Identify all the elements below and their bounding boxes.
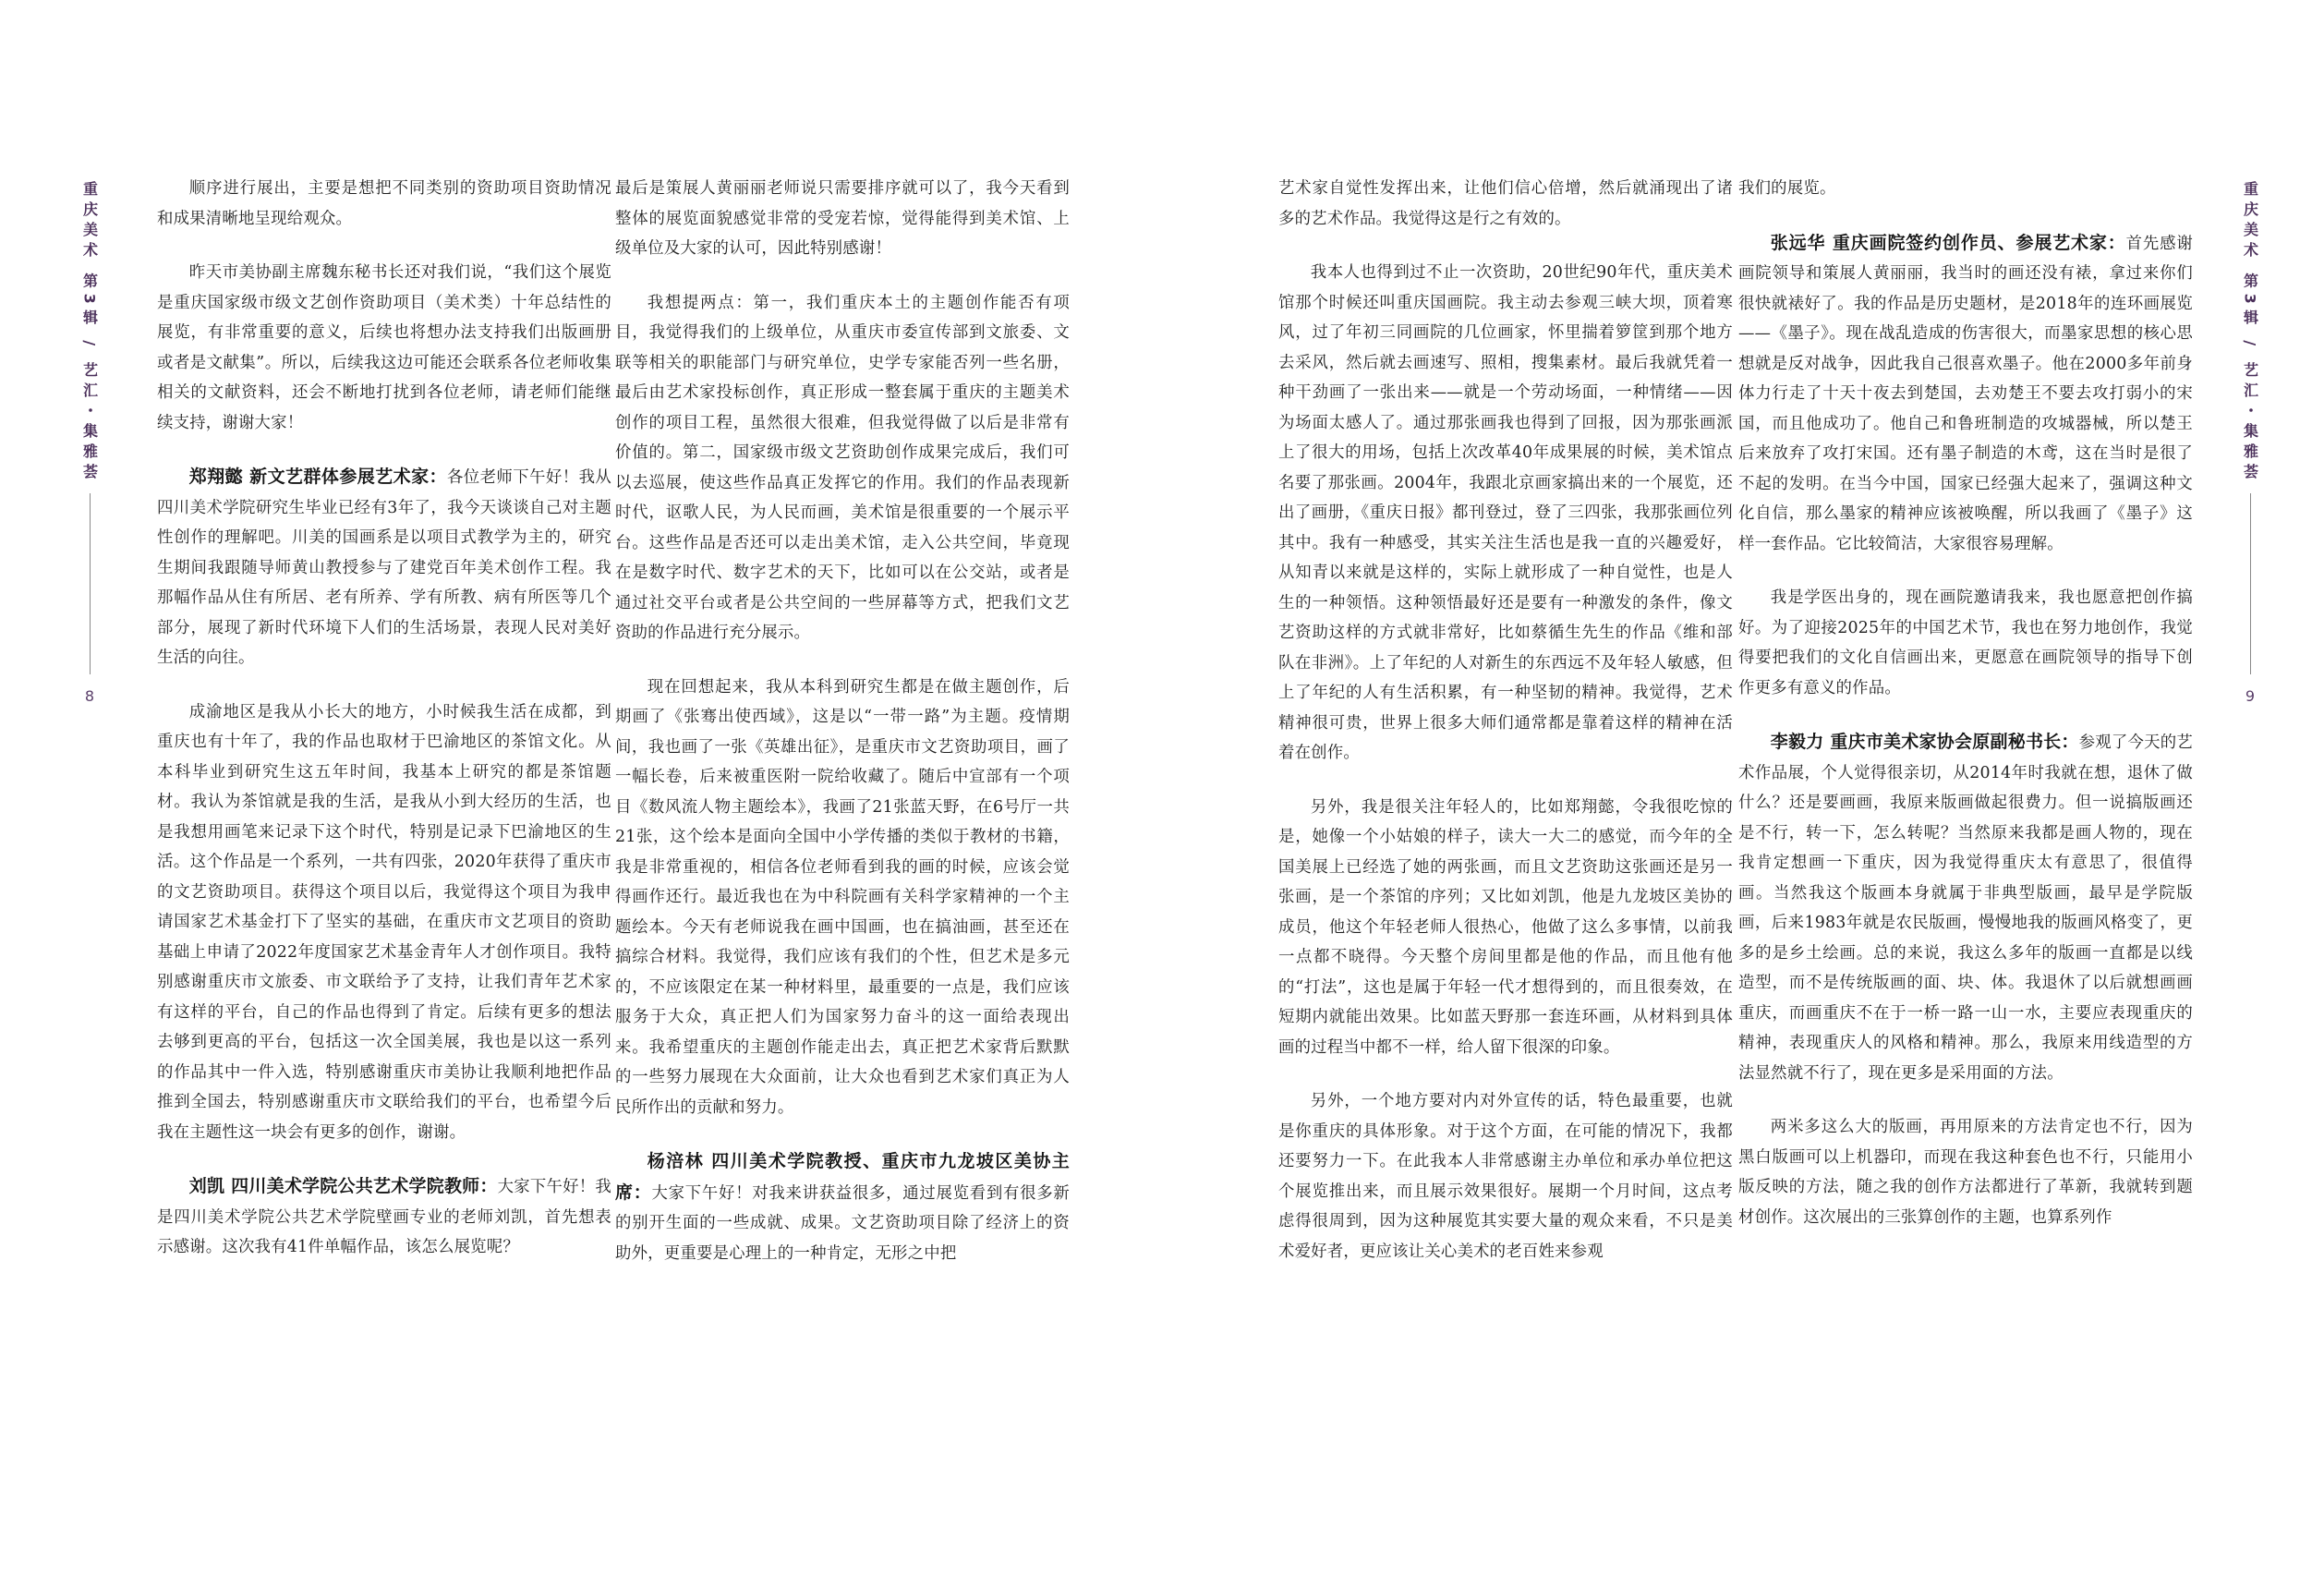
paragraph — [1278, 258, 1733, 769]
column-3 — [1278, 174, 1733, 1291]
paragraph — [615, 174, 1070, 264]
paragraph — [615, 673, 1070, 1123]
left-margin — [76, 181, 103, 705]
column-2 — [615, 174, 1070, 1292]
paragraph — [1738, 174, 2193, 204]
paragraph — [1738, 228, 2193, 560]
paragraph-text: 现在回想起来，我从本科到研究生都是在做主题创作，后期画了《张骞出使西域》，这是以“一带一路”为主题。疫情期间，我也画了一张《英雄出征》，是重庆市文艺资助项目，画了一幅长卷，后来被重医附一院给收藏了。随后中宣部有一个项目《数风流人物主题绘本》，我画了21张蓝天野，在6号厅一共21张，这个绘本是面向全国中小学传播的类似于教材的书籍，我是非常重视的，相信各位老师看到我的画的时候，应该会觉得画作还行。最近我也在为中科院画有关科学家精神的一个主题绘本。今天有老师说我在画中国画，也在搞油画，甚至还在搞综合材料。我觉得，我们应该有我们的个性，但艺术是多元的，不应该限定在某一种材料里，最重要的一点是，我们应该服务于大众，真正把人们为国家努力奋斗的这一面给表现出来。我希望重庆的主题创作能走出去，真正把艺术家背后默默的一些努力展现在大众面前，让大众也看到艺术家们真正为人民所作出的贡献和努力。 — [615, 677, 1070, 1117]
column-1 — [157, 174, 611, 1287]
paragraph-text: 另外，我是很关注年轻人的，比如郑翔懿，令我很吃惊的是，她像一个小姑娘的样子，读大一大二的感觉，而今年的全国美展上已经选了她的两张画，而且文艺资助这张画还是另一张画，是一个茶馆的序列；又比如刘凯，他是九龙坡区美协的成员，他这个年轻老师人很热心，他做了这么多事情，以前我一点都不晓得。今天整个房间里都是他的作品，而且他有他的“打法”，这也是属于年轻一代才想得到的，而且很奏效，在短期内就能出效果。比如蓝天野那一套连环画，从材料到具体画的过程当中都不一样，给人留下很深的印象。 — [1278, 797, 1733, 1057]
running-title-left: 重庆美术 第3辑 / 艺汇・集雅荟 — [80, 181, 99, 484]
speaker-name: 李毅力 重庆市美术家协会原副秘书长： — [1770, 732, 2079, 752]
margin-rule-left — [90, 493, 91, 674]
paragraph — [1278, 1086, 1733, 1267]
right-page — [1162, 0, 2324, 1588]
speaker-name: 张远华 重庆画院签约创作员、参展艺术家： — [1770, 232, 2126, 253]
paragraph — [1278, 793, 1733, 1063]
paragraph-text: 另外，一个地方要对内对外宣传的话，特色最重要，也就是你重庆的具体形象。对于这个方面，在可能的情况下，我都还要努力一下。在此我本人非常感谢主办单位和承办单位把这个展览推出来，而且展示效果很好。展期一个月时间，这点考虑得很周到，因为这种展览其实要大量的观众来看，不只是美术爱好者，更应该让关心美术的老百姓来参观 — [1278, 1092, 1733, 1261]
paragraph — [157, 258, 611, 438]
page-number-left: 8 — [84, 686, 95, 705]
paragraph — [1738, 583, 2193, 703]
paragraph-text: 参观了今天的艺术作品展，个人觉得很亲切，从2014年时我就在想，退休了做什么？还是要画画，我原来版画做起很费力。但一说搞版画还是不行，转一下，怎么转呢？当然原来我都是画人物的，现在我肯定想画一下重庆，因为我觉得重庆太有意思了，很值得画。当然我这个版画本身就属于非典型版画，最早是学院版画，后来1983年就是农民版画，慢慢地我的版画风格变了，更多的是乡土绘画。总的来说，我这么多年的版画一直都是以线造型，而不是传统版画的面、块、体。我退休了以后就想画画重庆，而画重庆不在于一桥一路一山一水，主要应表现重庆的精神，表现重庆人的风格和精神。那么，我原来用线造型的方法显然就不行了，现在更多是采用面的方法。 — [1738, 733, 2194, 1083]
paragraph — [615, 288, 1070, 649]
speaker-name: 杨涪林 四川美术学院教授、重庆市九龙坡区美协主席： — [615, 1151, 1070, 1203]
paragraph-text: 顺序进行展出，主要是想把不同类别的资助项目资助情况和成果清晰地呈现给观众。 — [157, 179, 611, 228]
paragraph-text: 两米多这么大的版画，再用原来的方法肯定也不行，因为黑白版画可以上机器印，而现在我这种套色也不行，只能用小版反映的方法，随之我的创作方法都进行了革新，我就转到题材创作。这次展出的三张算创作的主题，也算系列作 — [1738, 1118, 2193, 1227]
paragraph-text: 艺术家自觉性发挥出来，让他们信心倍增，然后就涌现出了诸多的艺术作品。我觉得这是行之有效的。 — [1278, 179, 1733, 228]
right-margin — [2236, 181, 2264, 705]
paragraph — [1278, 174, 1733, 234]
margin-rule-right — [2250, 493, 2251, 674]
paragraph-text: 各位老师下午好！我从四川美术学院研究生毕业已经有3年了，我今天谈谈自己对主题性创作的理解吧。川美的国画系是以项目式教学为主的，研究生期间我跟随导师黄山教授参与了建党百年美术创作工程。我那幅作品从住有所居、老有所养、学有所教、病有所医等几个部分，展现了新时代环境下人们的生活场景，表现人民对美好生活的向往。 — [157, 468, 611, 667]
paragraph-text: 我本人也得到过不止一次资助，20世纪90年代，重庆美术馆那个时候还叫重庆国画院。我主动去参观三峡大坝，顶着寒风，过了年初三同画院的几位画家，怀里揣着箩筐到那个地方去采风，然后就去画速写、照相，搜集素材。最后我就凭着一种干劲画了一张出来——就是一个劳动场面，一种情绪——因为场面太感人了。通过那张画我也得到了回报，因为那张画派上了很大的用场，包括上次改革40年成果展的时候，美术馆点名要了那张画。2004年，我跟北京画家搞出来的一个展览，还出了画册，《重庆日报》都刊登过，登了三四张，我那张画位列其中。我有一种感受，其实关注生活也是我一直的兴趣爱好，从知青以来就是这样的，实际上就形成了一种自觉性，也是人生的一种领悟。这种领悟最好还是要有一种激发的条件，像文艺资助这样的方式就非常好，比如蔡循生先生的作品《维和部队在非洲》。上了年纪的人对新生的东西远不及年轻人敏感，但上了年纪的人有生活积累，有一种坚韧的精神。我觉得，艺术精神很可贵，世界上很多大师们通常都是靠着这样的精神在活着在创作。 — [1278, 263, 1733, 762]
paragraph-text: 最后是策展人黄丽丽老师说只需要排序就可以了，我今天看到整体的展览面貌感觉非常的受宠若惊，觉得能得到美术馆、上级单位及大家的认可，因此特别感谢！ — [615, 179, 1070, 258]
paragraph-text: 大家下午好！我是四川美术学院公共艺术学院壁画专业的老师刘凯，首先想表示感谢。这次我有41件单幅作品，该怎么展览呢？ — [157, 1178, 612, 1256]
paragraph — [157, 462, 611, 673]
column-4 — [1738, 174, 2193, 1256]
paragraph-text: 首先感谢画院领导和策展人黄丽丽，我当时的画还没有裱，拿过来你们很快就裱好了。我的作品是历史题材，是2018年的连环画展览——《墨子》。现在战乱造成的伤害很大，而墨家思想的核心思想就是反对战争，因此我自己很喜欢墨子。他在2000多年前身体力行走了十天十夜去到楚国，去劝楚王不要去攻打弱小的宋国，而且他成功了。他自己和鲁班制造的攻城器械，所以楚王后来放弃了攻打宋国。还有墨子制造的木鸢，这在当时是很了不起的发明。在当今中国，国家已经强大起来了，强调这种文化自信，那么墨家的精神应该被唤醒，所以我画了《墨子》这样一套作品。它比较简洁，大家很容易理解。 — [1738, 234, 2193, 553]
paragraph — [157, 174, 611, 234]
paragraph — [157, 697, 611, 1148]
paragraph — [615, 1146, 1070, 1268]
paragraph-text: 大家下午好！对我来讲获益很多，通过展览看到有很多新的别开生面的一些成就、成果。文艺资助项目除了经济上的资助外，更重要是心理上的一种肯定，无形之中把 — [615, 1183, 1070, 1263]
paragraph — [1738, 1112, 2193, 1232]
paragraph-text: 我是学医出身的，现在画院邀请我来，我也愿意把创作搞好。为了迎接2025年的中国艺术节，我也在努力地创作，我觉得要把我们的文化自信画出来，更愿意在画院领导的指导下创作更多有意义的作品。 — [1738, 588, 2193, 697]
speaker-name: 郑翔懿 新文艺群体参展艺术家： — [188, 467, 447, 487]
paragraph-text: 成渝地区是我从小长大的地方，小时候我生活在成都，到重庆也有十年了，我的作品也取材于巴渝地区的茶馆文化。从本科毕业到研究生这五年时间，我基本上研究的都是茶馆题材。我认为茶馆就是我的生活，是我从小到大经历的生活，也是我想用画笔来记录下这个时代，特别是记录下巴渝地区的生活。这个作品是一个系列，一共有四张，2020年获得了重庆市的文艺资助项目。获得这个项目以后，我觉得这个项目为我申请国家艺术基金打下了坚实的基础，在重庆市文艺项目的资助基础上申请了2022年度国家艺术基金青年人才创作项目。我特别感谢重庆市文旅委、市文联给予了支持，让我们青年艺术家有这样的平台，自己的作品也得到了肯定。后续有更多的想法去够到更高的平台，包括这一次全国美展，我也是以这一系列的作品其中一件入选，特别感谢重庆市美协让我顺利地把作品推到全国去，特别感谢重庆市文联给我们的平台，也希望今后我在主题性这一块会有更多的创作，谢谢。 — [157, 702, 611, 1142]
paragraph-text: 昨天市美协副主席魏东秘书长还对我们说，“我们这个展览是重庆国家级市级文艺创作资助项目（美术类）十年总结性的展览，有非常重要的意义，后续也将想办法支持我们出版画册或者是文献集”。所以，后续我这边可能还会联系各位老师收集相关的文献资料，还会不断地打扰到各位老师，请老师们能继续支持，谢谢大家！ — [157, 263, 611, 432]
running-title-right: 重庆美术 第3辑 / 艺汇・集雅荟 — [2241, 181, 2259, 484]
paragraph-text: 我们的展览。 — [1738, 179, 1836, 198]
page-number-right: 9 — [2245, 686, 2256, 705]
paragraph — [157, 1171, 611, 1263]
paragraph — [1738, 727, 2193, 1088]
speaker-name: 刘凯 四川美术学院公共艺术学院教师： — [188, 1176, 498, 1196]
paragraph-text: 我想提两点：第一，我们重庆本土的主题创作能否有项目，我觉得我们的上级单位，从重庆市委宣传部到文旅委、文联等相关的职能部门与研究单位，史学专家能否列一些名册，最后由艺术家投标创作，真正形成一整套属于重庆的主题美术创作的项目工程，虽然很大很难，但我觉得做了以后是非常有价值的。第二，国家级市级文艺资助创作成果完成后，我们可以去巡展，使这些作品真正发挥它的作用。我们的作品表现新时代，讴歌人民，为人民而画，美术馆是很重要的一个展示平台。这些作品是否还可以走出美术馆，走入公共空间，毕竟现在是数字时代、数字艺术的天下，比如可以在公交站，或者是通过社交平台或者是公共空间的一些屏幕等方式，把我们文艺资助的作品进行充分展示。 — [615, 293, 1070, 642]
